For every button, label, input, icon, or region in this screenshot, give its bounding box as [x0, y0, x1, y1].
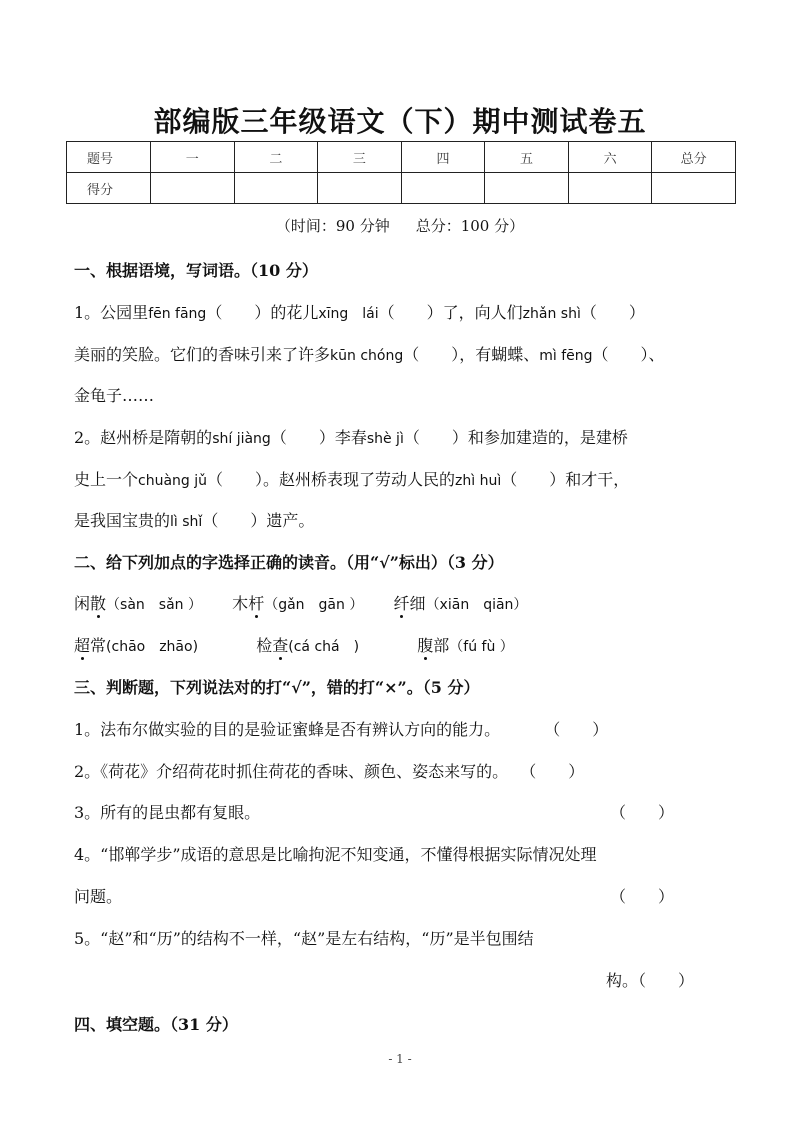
question-2-line-1: 2。赵州桥是隋朝的shí jiàng（ ）李春shè jì（ ）和参加建造的，是建桥 [74, 428, 628, 447]
list-item: 腹部（fú fù ） [417, 636, 514, 655]
pronunciation-row-2 [74, 633, 514, 656]
table-row [67, 173, 736, 204]
answer-bracket[interactable]: （ ） [638, 971, 695, 990]
list-item: 闲散（sàn sǎn ） [74, 594, 202, 613]
list-item: 木杆（gǎn gān ） [232, 594, 364, 613]
score-cell[interactable] [401, 173, 485, 204]
column-header: 三 [318, 142, 402, 173]
judge-item-4-cont: 问题。 [74, 887, 123, 906]
question-1-line-2: 美丽的笑脸。它们的香味引来了许多kūn chóng（ ），有蝴蝶、mì fēng（ ）、 [74, 345, 665, 364]
question-1-line-1: 1。公园里fēn fāng（ ）的花儿xīng lái（ ）了，向人们zhǎn shì（ ） [74, 303, 645, 322]
column-header: 二 [234, 142, 318, 173]
judge-item-5-cont: 构。（ ） [606, 971, 695, 990]
list-item: 超常(chāo zhāo) [74, 636, 199, 655]
section-2-heading: 二、给下列加点的字选择正确的读音。（用“√”标出）（3 分） [74, 553, 504, 572]
answer-bracket[interactable]: （ ） [610, 887, 675, 906]
judge-item-4: 4。“邯郸学步”成语的意思是比喻拘泥不知变通，不懂得根据实际情况处理 [74, 845, 597, 864]
question-1-line-3: 金龟子…… [74, 386, 155, 405]
answer-bracket[interactable]: （ ） [544, 720, 609, 739]
column-header: 五 [485, 142, 569, 173]
list-item: 检查(cá chá ) [256, 636, 360, 655]
column-header: 六 [568, 142, 652, 173]
time-limit: （时间：90 分钟 [275, 217, 390, 235]
answer-bracket[interactable]: （ ） [520, 762, 585, 781]
score-cell[interactable] [485, 173, 569, 204]
column-header: 一 [151, 142, 235, 173]
table-row [67, 142, 736, 173]
page-title: 部编版三年级语文（下）期中测试卷五 [153, 105, 647, 138]
question-2-line-3: 是我国宝贵的lì shǐ（ ）遗产。 [74, 511, 315, 530]
judge-item-2: 2。《荷花》介绍荷花时抓住荷花的香味、颜色、姿态来写的。 （ ） [74, 762, 585, 781]
column-header: 总分 [652, 142, 736, 173]
judge-item-3: 3。所有的昆虫都有复眼。 [74, 803, 261, 822]
row-label: 题号 [67, 142, 151, 173]
total-score: 总分：100 分） [415, 217, 525, 235]
question-2-line-2: 史上一个chuàng jǔ（ ）。赵州桥表现了劳动人民的zhì huì（ ）和才干， [74, 470, 630, 489]
judge-item-5: 5。“赵”和“历”的结构不一样，“赵”是左右结构，“历”是半包围结 [74, 929, 534, 948]
score-cell[interactable] [652, 173, 736, 204]
section-3-heading: 三、判断题，下列说法对的打“√”，错的打“×”。（5 分） [74, 678, 480, 697]
row-label: 得分 [67, 173, 151, 204]
score-cell[interactable] [318, 173, 402, 204]
score-cell[interactable] [151, 173, 235, 204]
score-cell[interactable] [234, 173, 318, 204]
judge-item-1: 1。法布尔做实验的目的是验证蜜蜂是否有辨认方向的能力。 （ ） [74, 720, 609, 739]
page-number: - 1 - [388, 1052, 412, 1066]
score-cell[interactable] [568, 173, 652, 204]
section-4-heading: 四、填空题。（31 分） [74, 1015, 238, 1034]
score-table [66, 141, 736, 204]
pronunciation-row-1 [74, 591, 527, 614]
list-item: 纤细（xiān qiān） [393, 594, 528, 613]
section-1-heading: 一、根据语境，写词语。（10 分） [74, 261, 318, 280]
exam-meta [0, 215, 800, 236]
answer-bracket[interactable]: （ ） [610, 803, 675, 822]
column-header: 四 [401, 142, 485, 173]
